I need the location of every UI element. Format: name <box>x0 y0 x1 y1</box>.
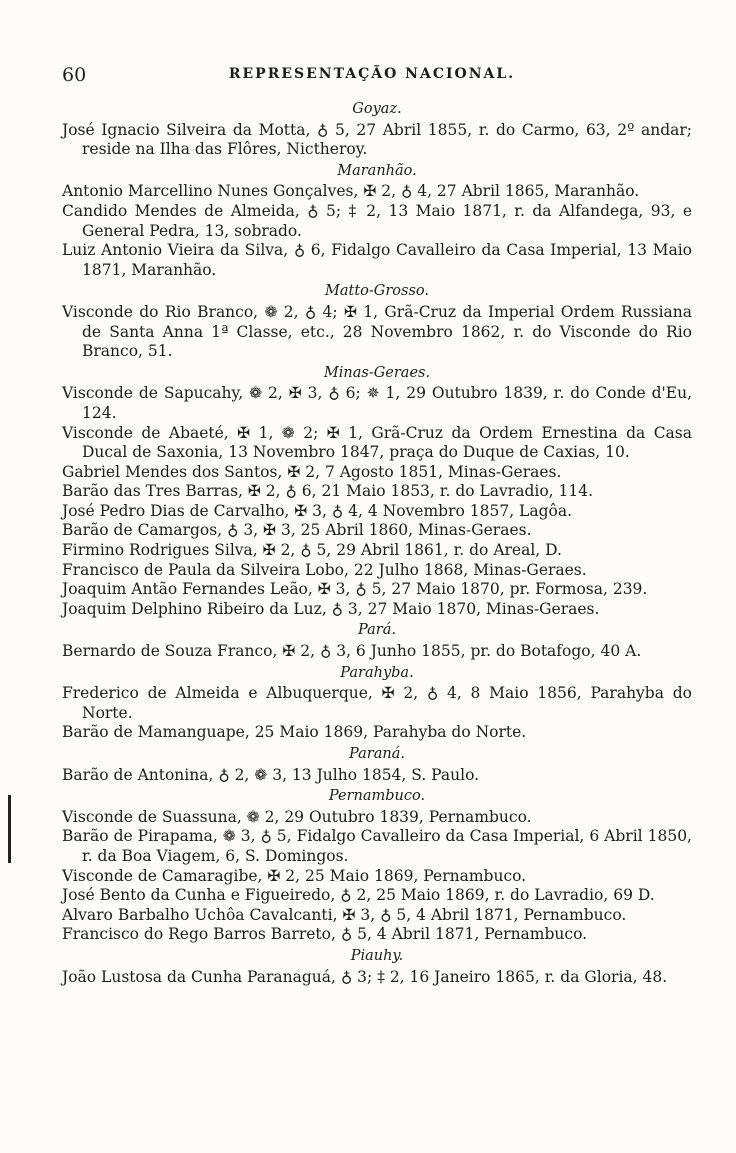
member-entry: Frederico de Almeida e Albuquerque, ✠ 2, ♁ 4, 8 Maio 1856, Parahyba do Norte. <box>62 684 692 722</box>
province-section <box>62 947 692 987</box>
member-entry: Luiz Antonio Vieira da Silva, ♁ 6, Fidalgo Cavalleiro da Casa Imperial, 13 Maio 1871, Maranhão. <box>62 241 692 279</box>
member-entry: Francisco de Paula da Silveira Lobo, 22 Julho 1868, Minas-Geraes. <box>62 560 587 579</box>
province-section <box>62 621 692 661</box>
province-heading: Pernambuco. <box>328 788 426 805</box>
margin-mark <box>8 795 11 863</box>
member-entry: Bernardo de Souza Franco, ✠ 2, ♁ 3, 6 Junho 1855, pr. do Botafogo, 40 A. <box>62 642 642 661</box>
page-content <box>62 98 692 987</box>
member-entry: José Bento da Cunha e Figueiredo, ♁ 2, 25 Maio 1869, r. do Lavradio, 69 D. <box>62 886 655 905</box>
member-entry: Visconde de Abaeté, ✠ 1, ❁ 2; ✠ 1, Grã-Cruz da Ordem Ernestina da Casa Ducal de Saxonia, 13 Novembro 1847, praça do Duque de Caxias, 10. <box>62 423 692 462</box>
province-section <box>62 364 692 620</box>
province-heading: Matto-Grosso. <box>325 283 429 300</box>
province-heading: Maranhão. <box>337 162 417 179</box>
member-entry: Joaquim Antão Fernandes Leão, ✠ 3, ♁ 5, 27 Maio 1870, pr. Formosa, 239. <box>62 580 648 599</box>
member-entry: Candido Mendes de Almeida, ♁ 5; ‡ 2, 13 Maio 1871, r. da Alfandega, 93, e General Pedra, 13, sobrado. <box>62 201 692 240</box>
running-title: REPRESENTAÇÃO NACIONAL. <box>228 66 516 82</box>
member-entry: Visconde de Sapucahy, ❁ 2, ✠ 3, ♁ 6; ✵ 1, 29 Outubro 1839, r. do Conde d'Eu, 124. <box>62 384 692 422</box>
province-heading: Pará. <box>358 622 396 639</box>
member-entry: Barão de Camargos, ♁ 3, ✠ 3, 25 Abril 1860, Minas-Geraes. <box>62 521 532 540</box>
province-section <box>62 100 692 160</box>
member-entry: Gabriel Mendes dos Santos, ✠ 2, 7 Agosto 1851, Minas-Geraes. <box>62 462 562 481</box>
province-section <box>62 745 692 785</box>
member-entry: Barão de Pirapama, ❁ 3, ♁ 5, Fidalgo Cavalleiro da Casa Imperial, 6 Abril 1850, r. da Boa Viagem, 6, S. Domingos. <box>62 827 692 865</box>
province-heading: Minas-Geraes. <box>323 364 431 381</box>
member-entry: Visconde de Camaragibe, ✠ 2, 25 Maio 1869, Pernambuco. <box>62 866 527 885</box>
member-entry: Barão de Antonina, ♁ 2, ❁ 3, 13 Julho 1854, S. Paulo. <box>62 765 480 784</box>
page-header <box>62 64 682 88</box>
member-entry: Francisco do Rego Barros Barreto, ♁ 5, 4 Abril 1871, Pernambuco. <box>62 925 588 944</box>
province-heading: Parahyba. <box>340 664 414 681</box>
province-section <box>62 664 692 743</box>
member-entry: Barão das Tres Barras, ✠ 2, ♁ 6, 21 Maio 1853, r. do Lavradio, 114. <box>62 482 594 501</box>
province-section <box>62 787 692 945</box>
member-entry: Alvaro Barbalho Uchôa Cavalcanti, ✠ 3, ♁ 5, 4 Abril 1871, Pernambuco. <box>62 905 627 924</box>
member-entry: Visconde do Rio Branco, ❁ 2, ♁ 4; ✠ 1, Grã-Cruz da Imperial Ordem Russiana de Santa Anna 1ª Classe, etc., 28 Novembro 1862, r. do Visconde do Rio Branco, 51. <box>62 302 692 361</box>
member-entry: José Ignacio Silveira da Motta, ♁ 5, 27 Abril 1855, r. do Carmo, 63, 2º andar; reside na Ilha das Flôres, Nictheroy. <box>62 120 692 159</box>
member-entry: Antonio Marcellino Nunes Gonçalves, ✠ 2, ♁ 4, 27 Abril 1865, Maranhão. <box>62 182 640 201</box>
province-section <box>62 282 692 361</box>
member-entry: Visconde de Suassuna, ❁ 2, 29 Outubro 1839, Pernambuco. <box>62 807 532 826</box>
member-entry: Joaquim Delphino Ribeiro da Luz, ♁ 3, 27 Maio 1870, Minas-Geraes. <box>62 599 600 618</box>
province-heading: Goyaz. <box>352 101 402 117</box>
member-entry: Firmino Rodrigues Silva, ✠ 2, ♁ 5, 29 Abril 1861, r. do Areal, D. <box>62 541 562 560</box>
province-heading: Paraná. <box>349 746 405 762</box>
province-section <box>62 162 692 281</box>
province-heading: Piauhy. <box>350 947 404 964</box>
page-number: 60 <box>62 64 87 86</box>
member-entry: José Pedro Dias de Carvalho, ✠ 3, ♁ 4, 4 Novembro 1857, Lagôa. <box>62 501 573 520</box>
member-entry: João Lustosa da Cunha Paranaguá, ♁ 3; ‡ 2, 16 Janeiro 1865, r. da Gloria, 48. <box>62 967 668 986</box>
member-entry: Barão de Mamanguape, 25 Maio 1869, Parahyba do Norte. <box>62 723 527 742</box>
